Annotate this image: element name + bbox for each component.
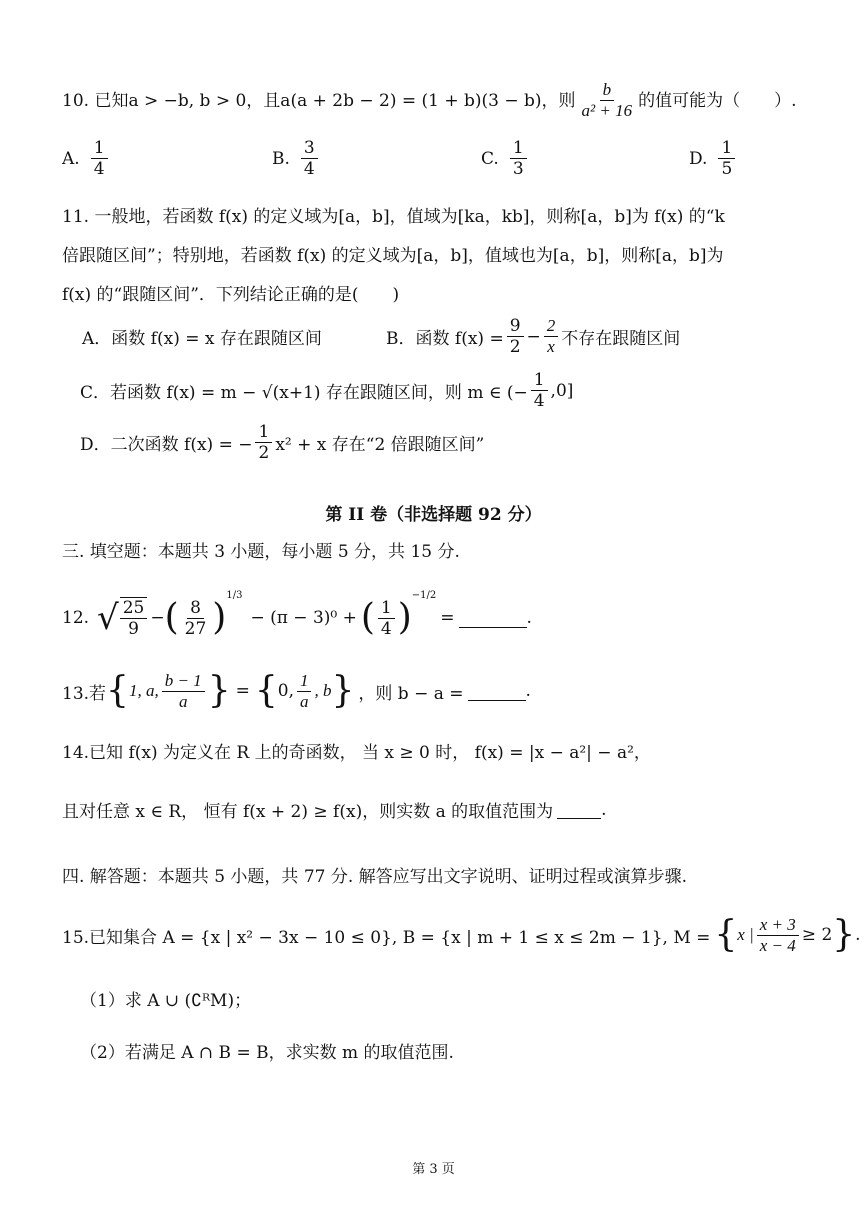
q13-set2-pre: 0,	[277, 681, 294, 701]
q12-eq: =	[440, 608, 455, 628]
q12-mid: − (π − 3)⁰ +	[250, 608, 357, 628]
q12-exp2: −1/2	[411, 590, 437, 601]
q12-p1-num: 8	[187, 598, 204, 619]
q12-p1-den: 27	[184, 618, 207, 639]
part3-header: 三. 填空题：本题共 3 小题，每小题 5 分，共 15 分.	[62, 542, 460, 562]
q10-frac-num: b	[600, 80, 615, 101]
q11-option-d	[80, 422, 484, 463]
q15-pre: 15.已知集合 A = {x | x² − 3x − 10 ≤ 0}, B = {x | m + 1 ≤ x ≤ 2m − 1}, M =	[62, 927, 711, 948]
page-number: 第 3 页	[412, 1162, 455, 1177]
q10-stem-line	[62, 80, 797, 121]
q10-stem: 10. 已知a > −b, b > 0，且a(a + 2b − 2) = (1 + b)(3 − b)，则	[62, 90, 576, 111]
q13-frac-den: a	[178, 691, 188, 711]
q11-option-b-f1-den: 2	[509, 337, 521, 357]
q11-option-a: A．函数 f(x) = x 存在跟随区间	[82, 329, 322, 349]
q15-brace-open: {	[714, 914, 738, 955]
q10-option-a-den: 4	[93, 159, 105, 179]
q10-option-b	[272, 138, 321, 179]
q10-option-b-den: 4	[303, 159, 315, 179]
q13-frac2-num: 1	[297, 671, 312, 692]
q13-set2-post: , b	[314, 681, 332, 700]
q13-brace-close-1: }	[207, 670, 231, 711]
q11-option-b-f1-num: 9	[507, 316, 524, 337]
q11-option-d-den: 2	[258, 443, 270, 463]
q15-line	[62, 910, 861, 960]
q12-sqrt-den: 9	[128, 619, 139, 639]
q11-option-b-pre: B．函数 f(x) =	[386, 329, 504, 349]
q10-option-c-num: 1	[510, 138, 527, 159]
q12-line	[62, 590, 532, 646]
q12-answer-blank[interactable]	[459, 609, 527, 628]
q10-option-d-letter: D.	[689, 148, 708, 169]
q15-frac-num: x + 3	[757, 915, 799, 936]
q10-option-b-num: 3	[301, 138, 318, 159]
q11-option-c-post: ,0]	[550, 380, 574, 401]
q11-option-d-post: x² + x 存在“2 倍跟随区间”	[275, 435, 485, 455]
section2-title: 第 II 卷（非选择题 92 分）	[325, 505, 542, 525]
q11-option-b	[386, 316, 680, 357]
q11-option-c-pre: C．若函数 f(x) = m − √(x+1) 存在跟随区间，则 m ∈ (−	[80, 383, 528, 403]
q14-line1: 14.已知 f(x) 为定义在 R 上的奇函数， 当 x ≥ 0 时， f(x) = |x − a²| − a²，	[62, 743, 651, 763]
q10-option-c-letter: C.	[481, 148, 499, 169]
q15-set-post: ≥ 2	[801, 925, 833, 945]
q10-tail: 的值可能为（ ）.	[638, 90, 797, 111]
q10-option-c	[481, 138, 530, 179]
q13-brace-close-2: }	[331, 670, 355, 711]
q11-line1: 11. 一般地，若函数 f(x) 的定义域为[a，b]，值域为[ka，kb]，则称[a，b]为 f(x) 的“k	[62, 207, 725, 227]
q12-exp1: 1/3	[226, 590, 243, 601]
q13-frac-num: b − 1	[162, 671, 205, 692]
q12-label: 12.	[62, 608, 90, 628]
q13-eq: =	[235, 681, 250, 701]
q10-option-a-letter: A.	[62, 148, 80, 169]
q11-option-b-f2-den: x	[547, 337, 555, 356]
q12-paren-open-1: (	[164, 597, 179, 638]
q12-paren-open-2: (	[360, 597, 375, 638]
q10-option-d-den: 5	[721, 159, 733, 179]
q12-sqrt-num: 25	[120, 598, 148, 619]
q11-option-c	[80, 370, 573, 411]
q10-frac-den: a² + 16	[581, 101, 633, 120]
q10-option-a	[62, 138, 111, 179]
q13-post: ，则 b − a =	[358, 683, 464, 704]
q15-tail: .	[855, 925, 861, 945]
q13-line	[62, 666, 531, 716]
q12-p2-num: 1	[378, 598, 395, 619]
q15-part2: （2）若满足 A ∩ B = B，求实数 m 的取值范围.	[80, 1043, 454, 1063]
q11-option-b-f2-num: 2	[544, 316, 559, 337]
q10-option-a-num: 1	[91, 138, 108, 159]
q13-answer-blank[interactable]	[468, 682, 526, 701]
q11-line2: 倍跟随区间”；特别地，若函数 f(x) 的定义域为[a，b]，值域也为[a，b]，则称[a，b]为	[62, 246, 724, 266]
q12-minus: −	[150, 608, 165, 628]
q12-p2-den: 4	[380, 618, 392, 639]
q11-option-b-minus: −	[526, 326, 541, 347]
q14-line2: 且对任意 x ∈ R， 恒有 f(x + 2) ≥ f(x)，则实数 a 的取值范围为	[62, 802, 554, 822]
q13-set1: 1, a,	[128, 681, 159, 700]
q12-period: .	[526, 608, 532, 628]
q15-frac-den: x − 4	[759, 935, 796, 955]
q11-line3: f(x) 的“跟随区间”．下列结论正确的是( )	[62, 285, 400, 305]
q13-brace-open-2: {	[254, 670, 278, 711]
q12-sqrt-icon: √	[97, 598, 119, 638]
q11-option-c-num: 1	[531, 370, 548, 391]
q13-brace-open-1: {	[106, 670, 129, 711]
q12-paren-close-2: )	[397, 597, 412, 638]
q11-option-d-pre: D．二次函数 f(x) = −	[80, 435, 253, 455]
q10-fraction	[579, 80, 636, 121]
q11-option-d-num: 1	[255, 422, 272, 443]
q11-option-b-post: 不存在跟随区间	[561, 329, 681, 349]
part4-header: 四. 解答题：本题共 5 小题，共 77 分. 解答应写出文字说明、证明过程或演算步骤.	[62, 867, 688, 887]
q13-frac2-den: a	[299, 691, 309, 711]
q10-option-b-letter: B.	[272, 148, 290, 169]
q15-brace-close: }	[832, 914, 856, 955]
q11-option-c-den: 4	[533, 391, 545, 411]
q12-paren-close-1: )	[212, 597, 227, 638]
q10-option-d-num: 1	[718, 138, 735, 159]
q13-pre: 13.若	[62, 683, 107, 704]
q10-option-d	[689, 138, 738, 179]
q15-set-pre: x |	[737, 925, 754, 944]
q15-part1: （1）求 A ∪ (∁ᴿM)；	[80, 991, 252, 1011]
q14-answer-blank[interactable]	[557, 800, 601, 819]
q13-period: .	[525, 681, 531, 701]
q10-option-c-den: 3	[512, 159, 524, 179]
q14-line2-wrap	[62, 797, 607, 822]
q14-period: .	[601, 799, 607, 820]
